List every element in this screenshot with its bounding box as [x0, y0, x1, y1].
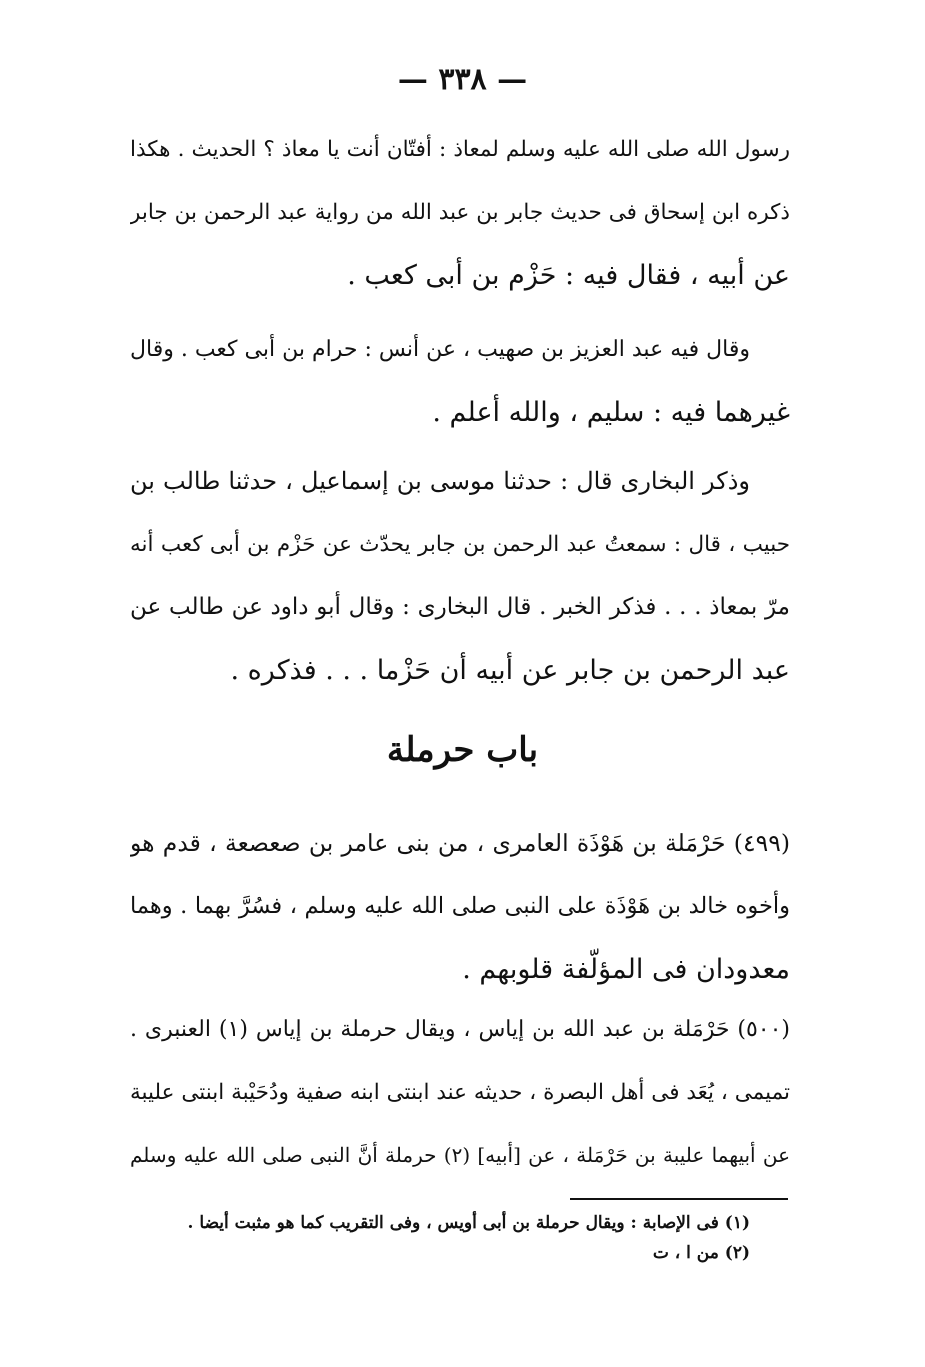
paragraph-abd-al-aziz [130, 318, 790, 444]
text-line: عبد الرحمن بن جابر عن أبيه أن حَزْما . . . فذكره . [230, 655, 790, 686]
page-number: — ٣٣٨ — [397, 62, 528, 97]
text-line: وقال فيه عبد العزيز بن صهيب ، عن أنس : حرام بن أبى كعب . وقال [130, 337, 750, 362]
text-line: عن أبيه ، فقال فيه : حَزْم بن أبى كعب . [347, 260, 790, 291]
paragraph-bukhari [130, 450, 790, 702]
text-line: معدودان فى المؤلّفة قلوبهم . [462, 954, 790, 985]
text-line: وأخوه خالد بن هَوْذَة على النبى صلى الله عليه وسلم ، فسُرَّ بهما . وهما [130, 893, 790, 919]
text-line: (٤٩٩) حَرْمَلة بن هَوْذَة العامرى ، من بنى عامر بن صعصعة ، قدم هو [130, 829, 790, 857]
text-line: غيرهما فيه : سليم ، والله أعلم . [432, 397, 790, 428]
text-line: (٥٠٠) حَرْمَلة بن عبد الله بن إياس ، ويقال حرملة بن إياس (١) العنبرى . [130, 1017, 790, 1042]
entry-499 [130, 812, 790, 1001]
footnote-divider [570, 1198, 788, 1200]
entry-500 [130, 998, 790, 1187]
text-line: مرّ بمعاذ . . . فذكر الخبر . قال البخارى : وقال أبو داود عن طالب عن [130, 594, 790, 620]
text-line: تميمى ، يُعَد فى أهل البصرة ، حديثه عند ابنتى ابنه صفية ودُحَيْبة ابنتى عليبة [130, 1080, 790, 1105]
footnote-2: (٢) من ا ، ت [652, 1243, 750, 1263]
footnote-1: (١) فى الإصابة : ويقال حرملة بن أبى أويس ، وفى التقريب كما هو مثبت أيضا . [187, 1213, 750, 1233]
text-line: ذكره ابن إسحاق فى حديث جابر بن عبد الله من رواية عبد الرحمن بن جابر [130, 200, 790, 225]
text-line: عن أبيهما عليبة بن حَرْمَلة ، عن [أبيه] (٢) حرملة أنَّ النبى صلى الله عليه وسلم [130, 1143, 790, 1167]
text-line: وذكر البخارى قال : حدثنا موسى بن إسماعيل ، حدثنا طالب بن [130, 467, 750, 495]
section-heading: باب حرملة [386, 730, 539, 770]
text-line: رسول الله صلى الله عليه وسلم لمعاذ : أفتّان أنت يا معاذ ؟ الحديث . هكذا [130, 137, 790, 162]
footnotes [150, 1208, 750, 1268]
paragraph-hadith-muadh [130, 118, 790, 307]
text-line: حبيب ، قال : سمعتُ عبد الرحمن بن جابر يحدّث عن حَزْم بن أبى كعب أنه [130, 532, 790, 557]
